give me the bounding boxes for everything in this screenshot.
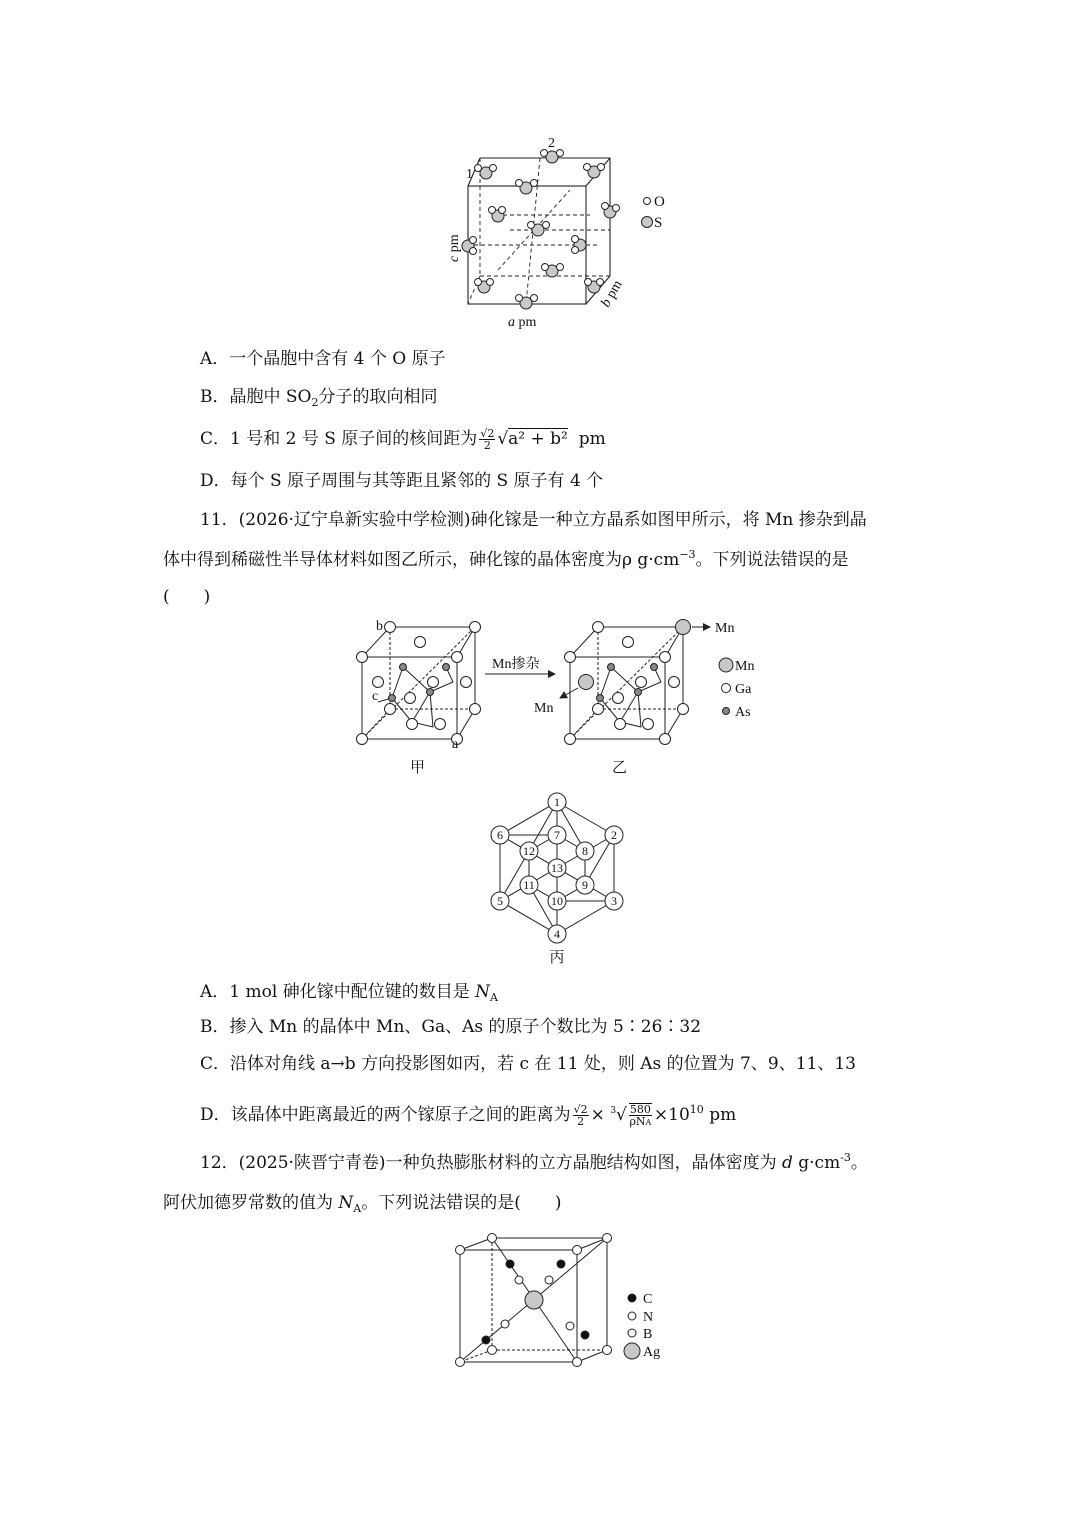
legend-mn-label: Mn: [735, 659, 755, 674]
projection-figure-bing: [480, 785, 640, 970]
axis-b-unit: pm: [603, 277, 626, 301]
node-10: 10: [551, 894, 563, 908]
so2-molecule: [585, 279, 604, 294]
mn-top-label: Mn: [715, 621, 735, 636]
legend-s-label: S: [654, 215, 663, 231]
q10-option-d: D．每个 S 原子周围与其等距且紧邻的 S 原子有 4 个: [200, 471, 604, 491]
q11-option-c: C．沿体对角线 a→b 方向投影图如丙，若 c 在 11 处，则 As 的位置为 7、9、11、13: [200, 1054, 856, 1074]
node-9: 9: [582, 878, 588, 892]
axis-a-label: a: [508, 315, 515, 330]
svg-text:c pm: [447, 234, 462, 262]
so2-molecule: [542, 264, 564, 278]
so2-unit-cell-figure: [440, 130, 680, 335]
node-6: 6: [497, 828, 503, 842]
node-1: 1: [554, 795, 560, 809]
q10-option-c: C．1 号和 2 号 S 原子间的核间距为 $\frac{√2}{2}$ √a² + b² pm: [200, 427, 606, 452]
mn-doping-label: Mn掺杂: [492, 657, 540, 672]
legend-n-label: N: [643, 1310, 654, 1325]
atom-label-1: 1: [466, 167, 473, 182]
q11-stem-line1: 11．(2026·辽宁阜新实验中学检测)砷化镓是一种立方晶系如图甲所示，将 Mn 掺杂到晶: [200, 510, 867, 530]
label-b: b: [376, 619, 383, 634]
axis-a-unit: pm: [518, 315, 537, 330]
svg-text:a pm: [508, 315, 537, 330]
q11-option-d: D．该晶体中距离最近的两个镓原子之间的距离为 $\frac{√2}{2}$ × $^3$√ $\frac{580}{\text{ρNA}}$ $\times 10^{10}$ pm: [200, 1103, 737, 1128]
so2-molecule: [541, 150, 564, 164]
q11-stem-line2: 体中得到稀磁性半导体材料如图乙所示，砷化镓的晶体密度为ρ $g\cdot cm^{-3}$。下列说法错误的是: [163, 548, 849, 570]
ntE-unit-cell-figure: [445, 1228, 675, 1373]
node-8: 8: [582, 844, 588, 858]
node-7: 7: [554, 828, 560, 842]
q12-stem-line1: 12．(2025·陕晋宁青卷)一种负热膨胀材料的立方晶胞结构如图，晶体密度为 d $g\cdot cm^{-3}$。: [200, 1151, 868, 1173]
caption-yi: 乙: [612, 760, 628, 776]
axis-c-unit: pm: [447, 234, 462, 253]
axis-c-label: c: [447, 255, 462, 262]
legend-c-label: C: [643, 1292, 653, 1307]
so2-molecule: [462, 237, 477, 255]
legend-as-label: As: [735, 705, 751, 720]
node-12: 12: [523, 844, 535, 858]
q12-stem-line2: 阿伏加德罗常数的值为 $N_A$。下列说法错误的是( ): [163, 1193, 562, 1215]
legend-ag-label: Ag: [643, 1345, 661, 1360]
legend-ga-label: Ga: [735, 682, 752, 697]
q10-option-a: A．一个晶胞中含有 4 个 O 原子: [200, 349, 446, 369]
axis-b-label: b: [598, 296, 615, 310]
so2-molecule: [475, 165, 497, 180]
node-3: 3: [611, 894, 617, 908]
node-2: 2: [611, 828, 617, 842]
q11-option-a: A．1 mol 砷化镓中配位键的数目是 $N_A$: [200, 982, 498, 1004]
legend-o-label: O: [654, 194, 665, 210]
mn-left-label: Mn: [534, 701, 554, 716]
so2-molecule: [584, 164, 605, 179]
so2-molecule: [528, 222, 550, 237]
node-4: 4: [554, 927, 560, 941]
so2-molecule: [516, 295, 538, 310]
so2-molecule: [475, 279, 494, 294]
q10-option-b: B．晶胞中 $SO_2$分子的取向相同: [200, 387, 438, 409]
node-11: 11: [523, 878, 535, 892]
atom-label-2: 2: [548, 136, 555, 151]
so2-molecule: [572, 236, 587, 254]
so2-molecule: [489, 207, 506, 223]
q11-answer-paren: ( ): [163, 587, 211, 607]
q11-option-b: B．掺入 Mn 的晶体中 Mn、Ga、As 的原子个数比为 5∶26∶32: [200, 1017, 702, 1037]
so2-molecule: [516, 180, 538, 195]
gaas-cells-figure: [350, 612, 770, 782]
node-13: 13: [551, 861, 563, 875]
caption-jia: 甲: [410, 760, 426, 776]
node-5: 5: [497, 894, 503, 908]
caption-bing: 丙: [549, 950, 565, 966]
label-a: a: [452, 737, 459, 752]
label-c: c: [372, 689, 379, 704]
legend-b-label: B: [643, 1327, 653, 1342]
